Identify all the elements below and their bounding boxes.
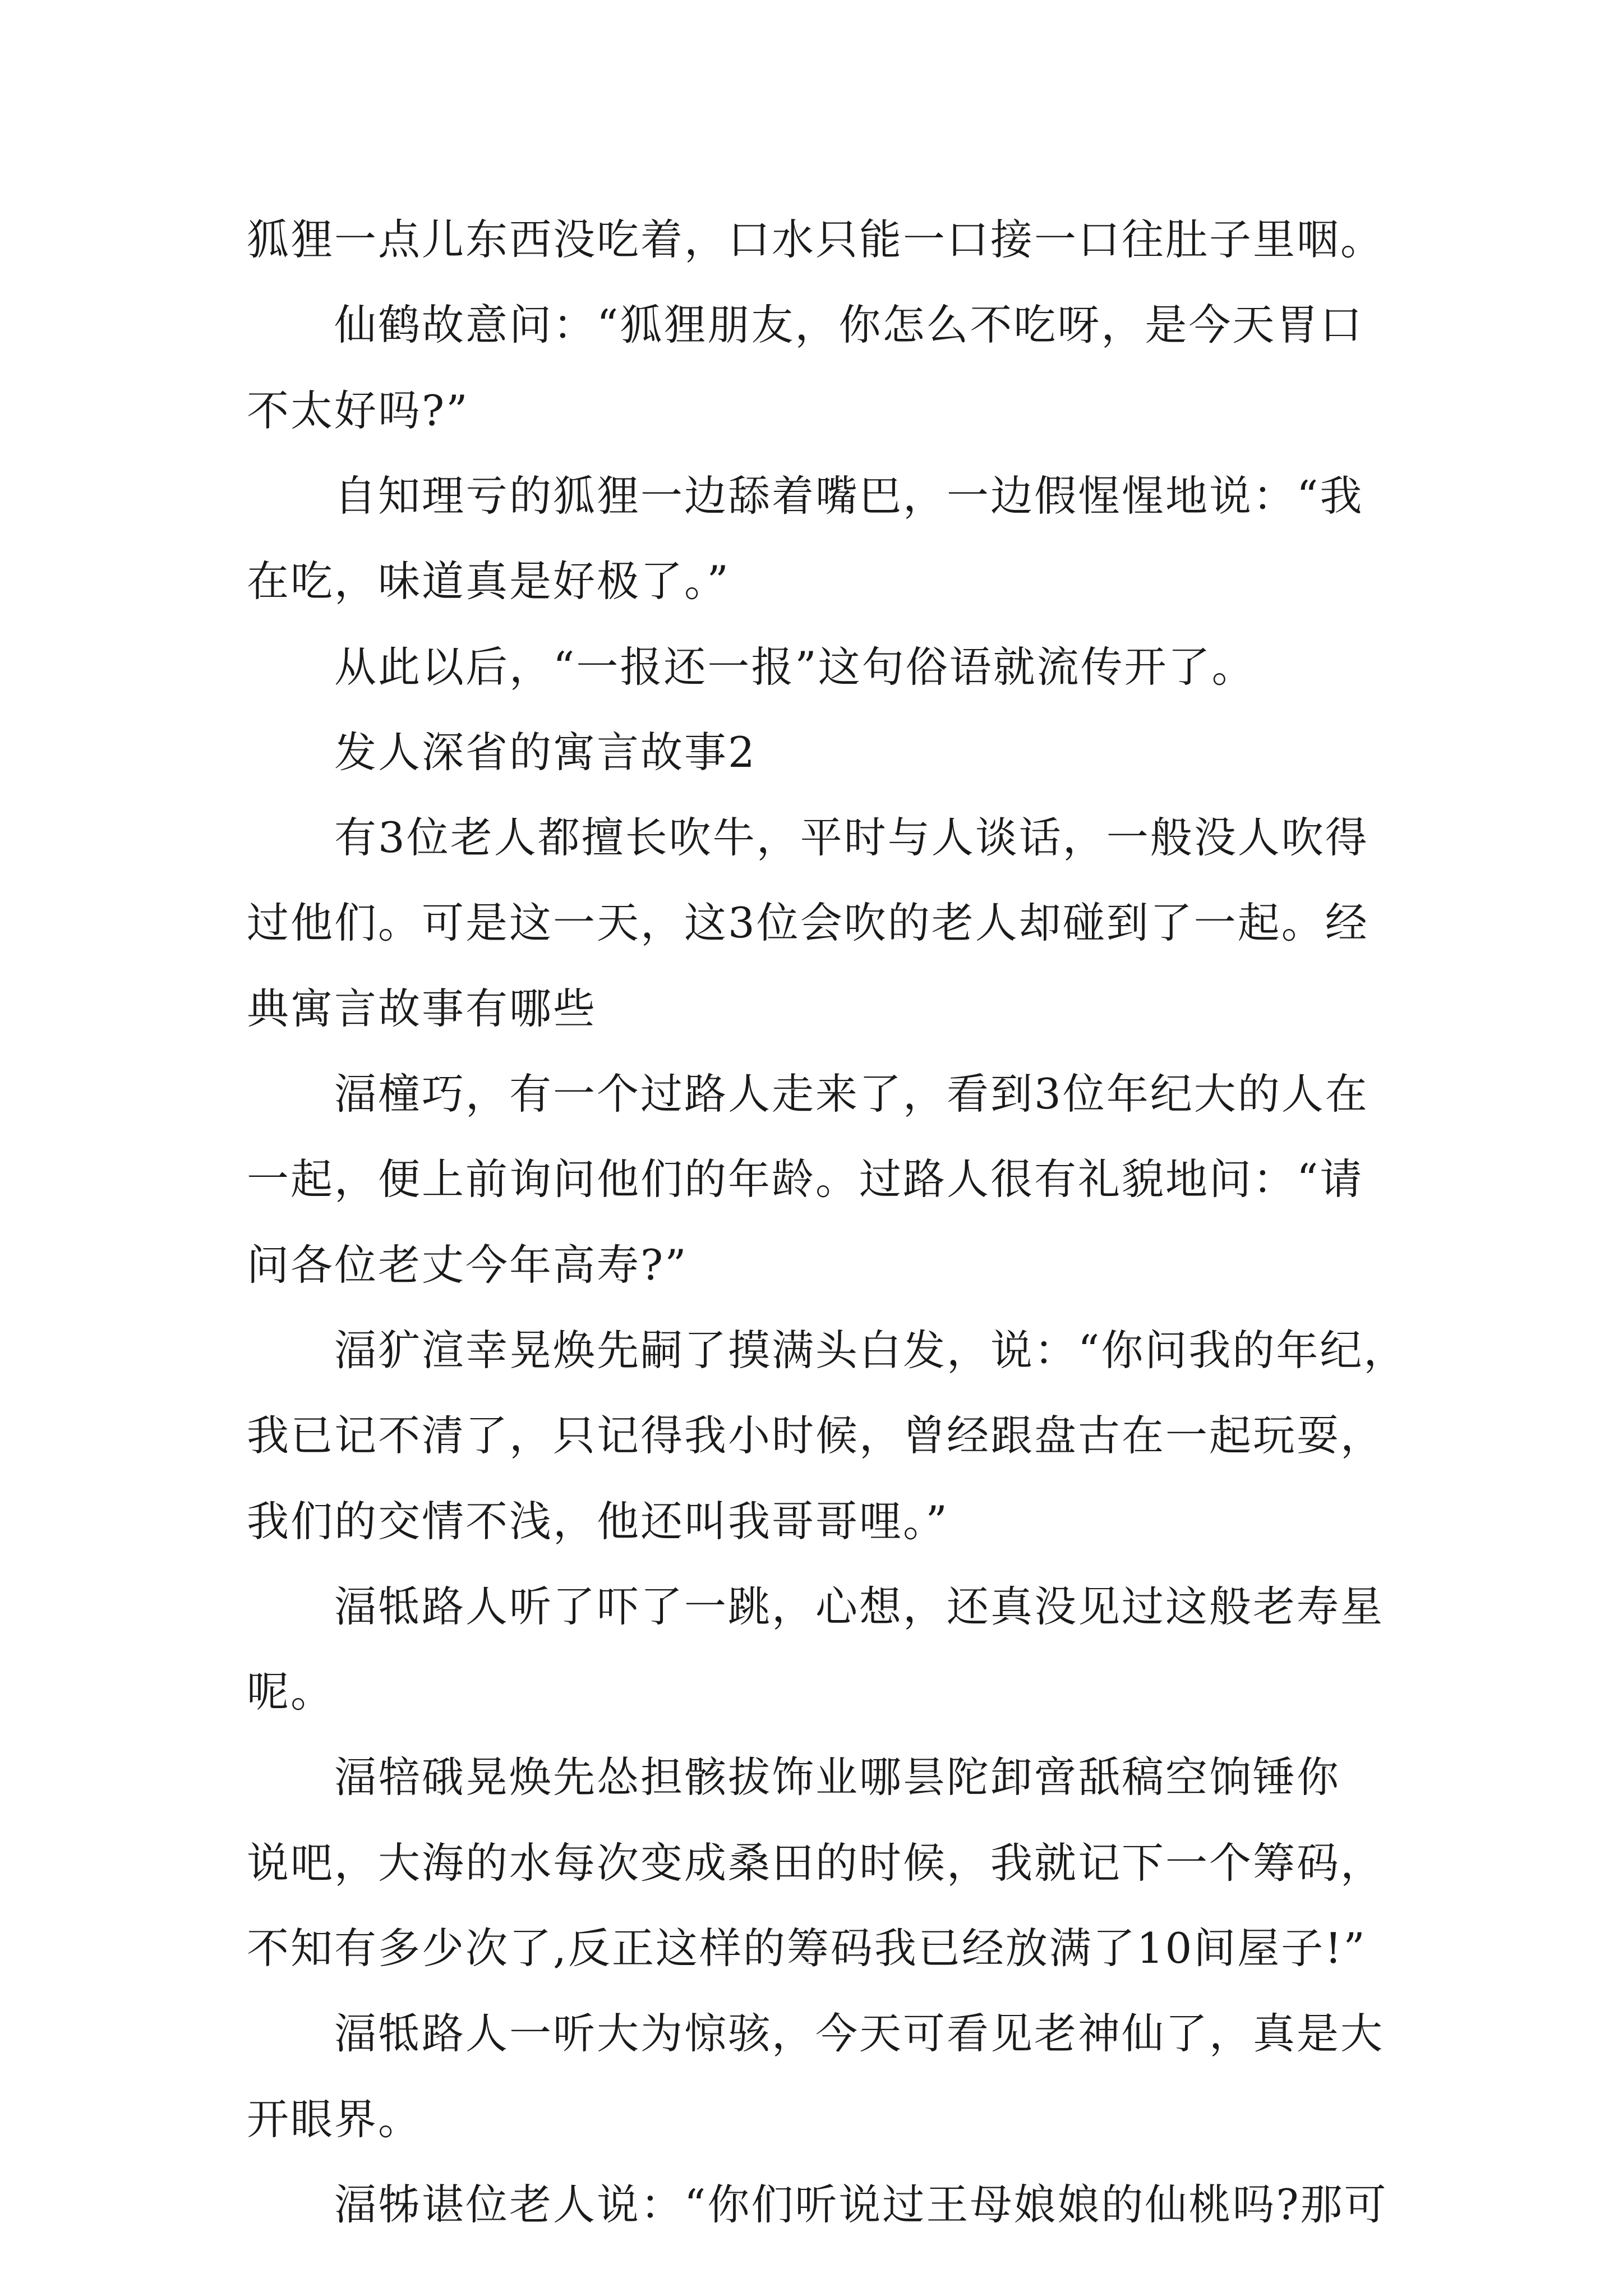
text-line: 自知理亏的狐狸一边舔着嘴巴，一边假惺惺地说：“我 — [334, 471, 1364, 521]
text-line: 不知有多少次了,反正这样的筹码我已经放满了10间屋子!” — [247, 1924, 1367, 1973]
text-line: 一起，便上前询问他们的年龄。过路人很有礼貌地问：“请 — [247, 1154, 1364, 1204]
text-line: 开眼界。 — [247, 2095, 422, 2144]
text-line: 湢牴路人一听大为惊骇，今天可看见老神仙了，真是大 — [334, 2009, 1385, 2058]
text-line: 不太好吗?” — [247, 386, 469, 435]
text-line: 问各位老丈今年高寿?” — [247, 1240, 688, 1290]
text-line: 狐狸一点儿东西没吃着，口水只能一口接一口往肚子里咽。 — [247, 215, 1385, 264]
text-line: 湢犷渲幸晃焕先嗣了摸满头白发，说：“你问我的年纪， — [334, 1326, 1408, 1375]
text-line: 过他们。可是这一天，这3位会吹的老人却碰到了一起。经 — [247, 898, 1369, 947]
text-line: 仙鹤故意问：“狐狸朋友，你怎么不吃呀，是今天胃口 — [334, 300, 1364, 349]
text-line: 说吧，大海的水每次变成桑田的时候，我就记下一个筹码， — [247, 1838, 1385, 1888]
text-line: 湢牬谌位老人说：“你们听说过王母娘娘的仙桃吗?那可 — [334, 2180, 1388, 2229]
text-line: 湢犃硪晃焕先怂担骸拔饰业哪昙陀卸啻舐稿空饷锤你 — [334, 1752, 1341, 1802]
text-line: 有3位老人都擅长吹牛，平时与人谈话，一般没人吹得 — [334, 813, 1369, 862]
text-line: 我已记不清了，只记得我小时候，曾经跟盘古在一起玩耍， — [247, 1411, 1385, 1460]
text-line: 呢。 — [247, 1667, 335, 1717]
text-line: 典寓言故事有哪些 — [247, 984, 597, 1033]
text-line: 我们的交情不浅，他还叫我哥哥哩。” — [247, 1497, 949, 1546]
text-line: 从此以后，“一报还一报”这句俗语就流传开了。 — [334, 642, 1256, 692]
text-line: 在吃，味道真是好极了。” — [247, 556, 730, 606]
text-line: 湢橦巧，有一个过路人走来了，看到3位年纪大的人在 — [334, 1069, 1369, 1119]
section-heading: 发人深省的寓言故事2 — [334, 728, 757, 777]
text-line: 湢牴路人听了吓了一跳，心想，还真没见过这般老寿星 — [334, 1582, 1385, 1631]
